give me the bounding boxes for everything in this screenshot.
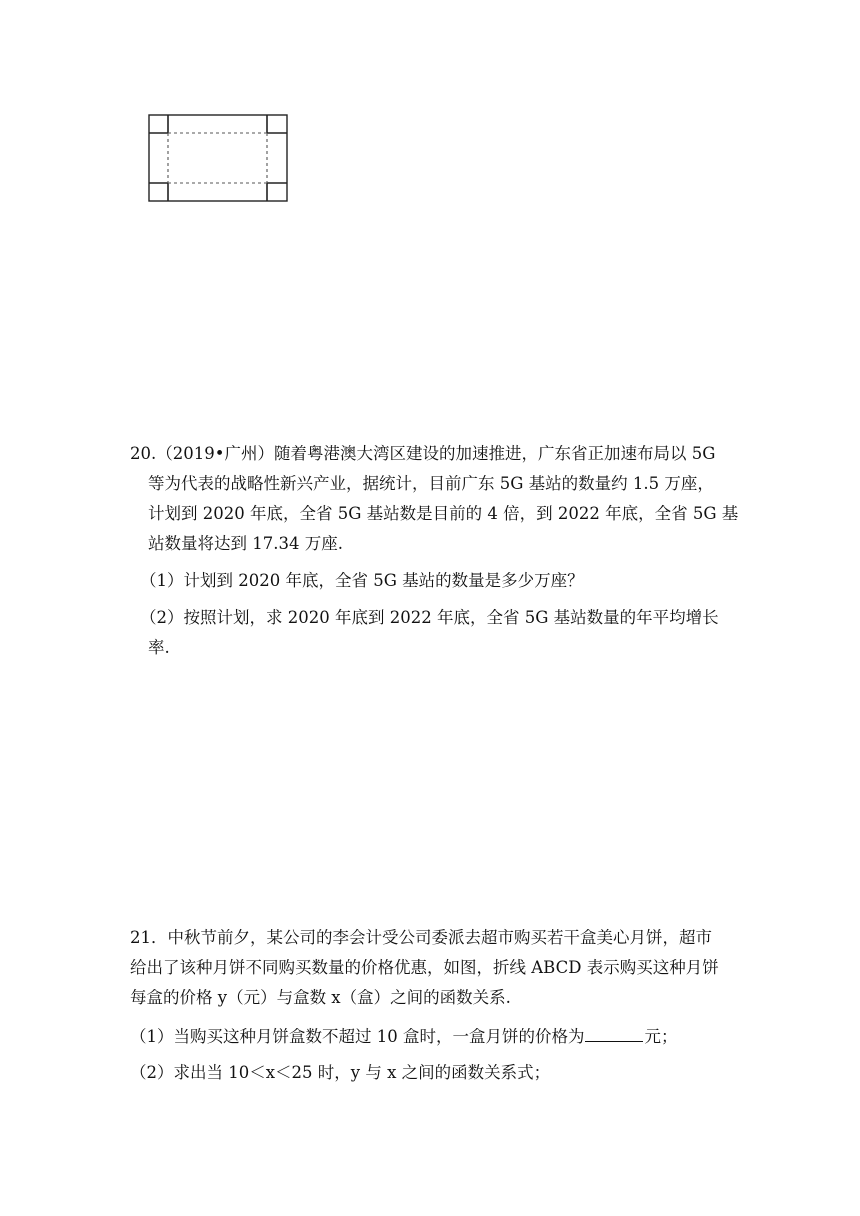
q20-line-1: 20.（2019•广州）随着粤港澳大湾区建设的加速推进，广东省正加速布局以 5G xyxy=(130,444,716,463)
q21-part-1-unit: 元； xyxy=(644,1027,678,1046)
q20-line-2: 等为代表的战略性新兴产业，据统计，目前广东 5G 基站的数量约 1.5 万座， xyxy=(148,474,714,493)
q20-line-3: 计划到 2020 年底，全省 5G 基站数是目前的 4 倍，到 2022 年底，全省 5G 基 xyxy=(148,504,739,523)
q21-line-3: 每盒的价格 y（元）与盒数 x（盒）之间的函数关系. xyxy=(130,988,511,1007)
q21-part-1 xyxy=(130,1025,677,1048)
fold-dashed-lines xyxy=(168,133,267,183)
q20-part-2-line-1: （2）按照计划，求 2020 年底到 2022 年底，全省 5G 基站数量的年平均增长 xyxy=(140,608,719,627)
box-net-figure xyxy=(148,114,288,202)
q21-line-2: 给出了该种月饼不同购买数量的价格优惠，如图，折线 ABCD 表示购买这种月饼 xyxy=(130,958,719,977)
answer-blank[interactable] xyxy=(585,1025,643,1042)
q21-part-1-text: （1）当购买这种月饼盒数不超过 10 盒时，一盒月饼的价格为 xyxy=(130,1027,585,1046)
corner-cut-lines xyxy=(149,115,287,201)
q20-line-4: 站数量将达到 17.34 万座. xyxy=(148,534,343,553)
q21-part-2: （2）求出当 10＜x＜25 时，y 与 x 之间的函数关系式； xyxy=(130,1063,551,1082)
q20-part-1: （1）计划到 2020 年底，全省 5G 基站的数量是多少万座？ xyxy=(140,571,584,590)
q21-line-1: 21．中秋节前夕，某公司的李会计受公司委派去超市购买若干盒美心月饼，超市 xyxy=(130,928,712,947)
q20-part-2-line-2: 率. xyxy=(148,638,170,657)
